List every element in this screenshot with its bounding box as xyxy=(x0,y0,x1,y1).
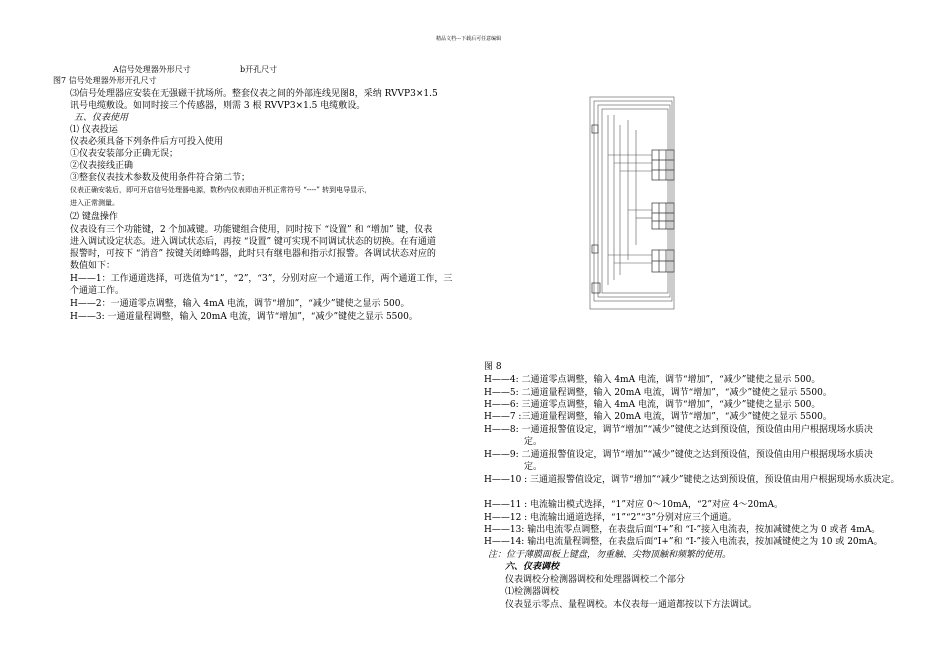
caption-outline-size: A信号处理器外形尺寸 xyxy=(113,65,191,74)
keyboard-text-3: 报警时，可按下 “消音” 按键关闭蜂鸣器，此时只有继电器和指示灯报警。各调试状态对应的 xyxy=(70,249,436,259)
condition-2: ②仪表接线正确 xyxy=(70,161,134,171)
h4-setting: H——4: 二通道零点调整，输入 4mA 电流，调节“增加”，“减少”键使之显示 500。 xyxy=(484,375,821,385)
subsection-keyboard: ⑵ 键盘操作 xyxy=(70,212,118,222)
calibration-text-2: ⑴检测器调校 xyxy=(505,587,560,597)
h13-setting: H——13: 输出电流零点调整，在表盘后面“I+”和 “I-”接入电流表，按加减键使之为 0 或者 4mA。 xyxy=(484,525,881,535)
h12-setting: H——12 : 电流输出通道选择，“1”“2”“3”分别对应三个通道。 xyxy=(484,513,737,523)
power-on-text-2: 进入正常测量。 xyxy=(70,199,119,207)
h9-setting-1: H——9: 二通道报警值设定，调节“增加”“减少”键使之达到预设值，预设值由用户根据现场水质决 xyxy=(484,450,873,460)
h6-setting: H——6: 三通道零点调整，输入 4mA 电流，调节“增加”，“减少”键使之显示 500。 xyxy=(484,400,821,410)
h1-setting-1: H——1：工作通道选择，可选值为“1”，“2”，“3”，分别对应一个通道工作，两个通道工作，三 xyxy=(70,274,453,284)
condition-3: ③整套仪表技术参数及使用条件符合第二节； xyxy=(70,173,251,183)
conditions-intro: 仪表必须具备下列条件后方可投入使用 xyxy=(70,137,224,147)
keyboard-note: 注：位于薄膜面板上键盘，勿重触、尖物顶触和频繁的使用。 xyxy=(488,550,732,560)
power-on-text-1: 仪表正确安装后，即可开启信号处理器电源，数秒内仪表即由开机正常符号 “----” 转到电导显示， xyxy=(70,186,372,194)
calibration-text-1: 仪表调校分检测器调校和处理器调校二个部分 xyxy=(505,575,686,585)
h9-setting-2: 定。 xyxy=(524,462,543,472)
h3-setting: H——3: 一通道量程调整，输入 20mA 电流，调节“增加”，“减少”键使之显示 5500。 xyxy=(70,312,418,322)
section-5-heading: 五、仪表使用 xyxy=(74,113,129,123)
keyboard-text-2: 进入调试设定状态。进入调试状态后，再按 “设置” 键可实现不同调试状态的切换。在有通道 xyxy=(70,237,436,247)
condition-1: ①仪表安装部分正确无误； xyxy=(70,149,179,159)
h8-setting-1: H——8: 一通道报警值设定，调节“增加”“减少”键使之达到预设值，预设值由用户根据现场水质决 xyxy=(484,425,873,435)
h14-setting: H——14: 输出电流量程调整，在表盘后面“I+”和 “I-”接入电流表，按加减键使之为 10 或 20mA。 xyxy=(484,537,883,547)
h1-setting-2: 个通道工作。 xyxy=(70,286,125,296)
h11-setting: H——11 : 电流输出模式选择，“1”对应 0～10mA，“2”对应 4～20mA。 xyxy=(484,500,784,510)
h5-setting: H——5: 二通道量程调整，输入 20mA 电流，调节“增加”，“减少”键使之显示 5500。 xyxy=(484,388,832,398)
figure-8-caption: 图 8 xyxy=(484,362,502,372)
keyboard-text-4: 数值如下： xyxy=(70,261,116,271)
h2-setting: H——2：一通道零点调整，输入 4mA 电流，调节“增加”，“减少”键使之显示 500。 xyxy=(70,299,410,309)
paragraph-installation-2: 讯号电缆敷设。如同时接三个传感器，则需 3 根 RVVP3×1.5 电缆敷设。 xyxy=(70,101,366,111)
page-header: 精品文档---下载后可任意编辑 xyxy=(436,36,502,42)
calibration-text-3: 仪表显示零点、量程调校。本仪表每一通道都按以下方法调试。 xyxy=(505,600,758,610)
keyboard-text-1: 仪表设有三个功能键，2 个加减键。功能键组合使用，同时按下 “设置” 和 “增加” 键，仪表 xyxy=(70,225,433,235)
h10-setting: H——10 : 三通道报警值设定，调节“增加”“减少”键使之达到预设值，预设值由用户根据现场水质决定。 xyxy=(484,475,900,485)
h7-setting: H——7 :三通道量程调整，输入 20mA 电流，调节“增加”，“减少”键使之显示 5500。 xyxy=(484,412,832,422)
paragraph-installation-1: ⑶信号处理器应安装在无强磁干扰场所。整套仪表之间的外部连线见图8，采纳 RVVP3×1.5 xyxy=(70,89,438,99)
wiring-diagram-icon xyxy=(588,95,700,315)
h8-setting-2: 定。 xyxy=(524,437,543,447)
figure-7-caption: 图7 信号处理器外形开孔尺寸 xyxy=(53,76,157,85)
caption-cutout-size: b开孔尺寸 xyxy=(240,65,278,74)
section-6-heading: 六、仪表调校 xyxy=(505,562,560,572)
subsection-commissioning: ⑴ 仪表投运 xyxy=(70,125,118,135)
